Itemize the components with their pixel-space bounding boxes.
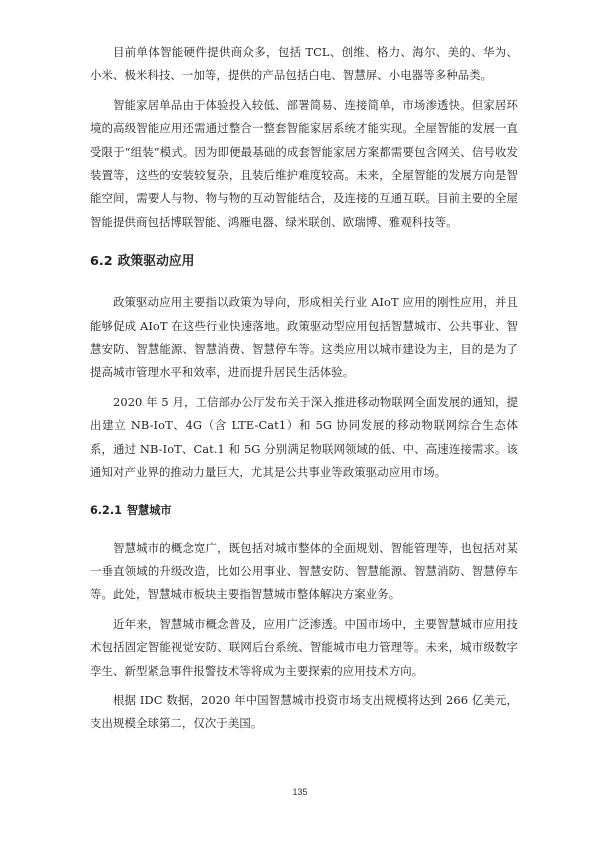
paragraph-idc-spending: 根据 IDC 数据，2020 年中国智慧城市投资市场支出规模将达到 266 亿美元，支出规模全球第二，仅次于美国。 xyxy=(90,692,518,731)
paragraph-whole-home-smart: 智能家居单品由于体验投入较低、部署简易、连接简单，市场渗透快。但家居环境的高级智能应用还需通过整合一整套智能家居系统才能实现。全屋智能的发展一直受限于“组装”模式。因为即便最基础的成套智能家居方案都需要包含网关、信号收发装置等，这些的安装较复杂，且装后维护难度较高。未来，全屋智能的发展方向是智能空间，需要人与物、物与物的互动智能结合，及连接的互通互联。目前主要的全屋智能提供商包括博联智能、鸿雁电器、绿米联创、欧瑞博、雅观科技等。 xyxy=(90,97,518,229)
section-heading-6-2 xyxy=(90,252,518,272)
paragraph-smart-city-technologies: 近年来，智慧城市概念普及，应用广泛渗透。中国市场中，主要智慧城市应用技术包括固定智能视觉安防、联网后台系统、智能城市电力管理等。未来，城市级数字孪生、新型紧急事件报警技术等将成为主要探索的应用技术方向。 xyxy=(90,616,518,678)
paragraph-hardware-vendors: 目前单体智能硬件提供商众多，包括 TCL、创维、格力、海尔、美的、华为、小米、极米科技、一加等，提供的产品包括白电、智慧屏、小电器等多种品类。 xyxy=(90,45,518,83)
page-number: 135 xyxy=(292,787,308,797)
paragraph-smart-city-concept: 智慧城市的概念宽广，既包括对城市整体的全面规划、智能管理等，也包括对某一垂直领域的升级改造，比如公用事业、智慧安防、智慧能源、智慧消防、智慧停车等。此处，智慧城市板块主要指智慧城市整体解决方案业务。 xyxy=(90,540,518,602)
section-number: 6.2 xyxy=(90,254,113,270)
page-body xyxy=(90,41,518,742)
subsection-number: 6.2.1 xyxy=(90,503,122,517)
paragraph-miit-notice: 2020 年 5 月，工信部办公厅发布关于深入推进移动物联网全面发展的通知，提出建立 NB-IoT、4G（含 LTE-Cat1）和 5G 协同发展的移动物联网综合生态体系，通过 NB-IoT、Cat.1 和 5G 分别满足物联网领域的低、中、高速连接需求。该通知对产业界的推动力量巨大，尤其是公共事业等政策驱动应用市场。 xyxy=(90,394,518,480)
subsection-title: 智慧城市 xyxy=(126,503,172,517)
paragraph-policy-driven-definition: 政策驱动应用主要指以政策为导向，形成相关行业 AIoT 应用的刚性应用，并且能够促成 AIoT 在这些行业快速落地。政策驱动型应用包括智慧城市、公共事业、智慧安防、智慧能源、智慧消费、智慧停车等。这类应用以城市建设为主，目的是为了提高城市管理水平和效率，进而提升居民生活体验。 xyxy=(90,295,518,380)
section-title: 政策驱动应用 xyxy=(117,254,195,270)
subsection-heading-6-2-1 xyxy=(90,501,518,521)
